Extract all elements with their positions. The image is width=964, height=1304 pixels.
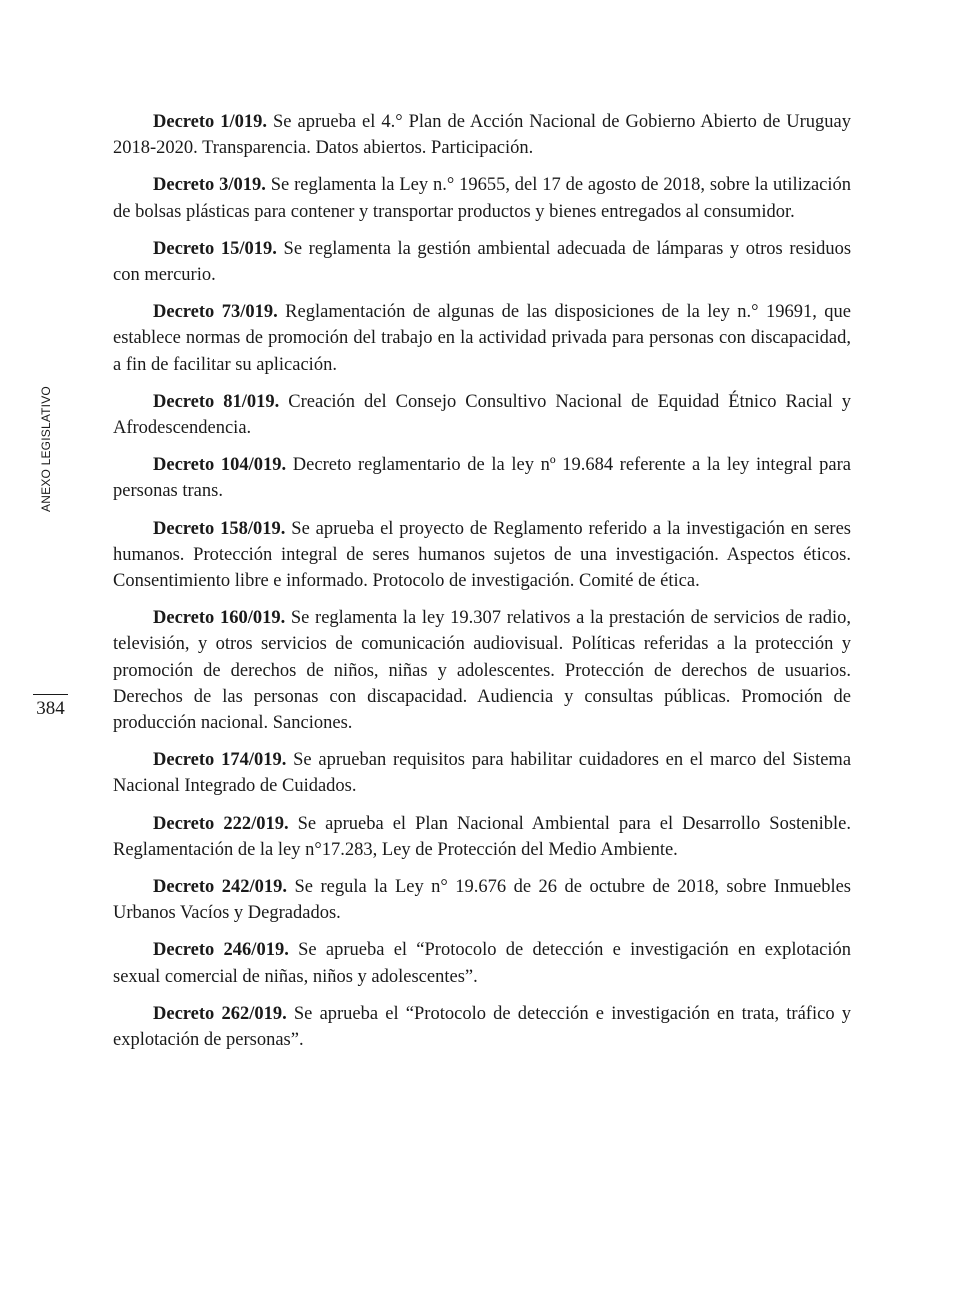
decree-entry <box>113 236 851 288</box>
decree-text: Se reglamenta la ley 19.307 relativos a la prestación de servicios de radio, televisión, y otros servicios de comunicación audiovisual. Políticas referidas a la protección y promoción de derechos de niños, niñas y adolescentes. Protección de derechos de usuarios. Derechos de las personas con discapacidad. Audiencia y consultas públicas. Promoción de producción nacional. Sanciones. <box>113 608 851 734</box>
decree-entry <box>113 172 851 224</box>
decree-text: Decreto reglamentario de la ley nº 19.684 referente a la ley integral para personas trans. <box>113 455 852 502</box>
decree-entry <box>113 299 851 378</box>
decree-text: Se reglamenta la Ley n.° 19655, del 17 de agosto de 2018, sobre la utilización de bolsas plásticas para contener y transportar productos y bienes entregados al consumidor. <box>113 175 852 222</box>
decree-entry <box>113 937 851 989</box>
decree-title: Decreto 160/019. <box>153 608 286 629</box>
decree-entry <box>113 389 851 441</box>
decree-text: Se aprueba el proyecto de Reglamento referido a la investigación en seres humanos. Protección integral de seres humanos sujetos de una investigación. Aspectos éticos. Consentimiento libre e informado. Protocolo de investigación. Comité de ética. <box>113 518 852 592</box>
decree-list <box>113 109 851 1064</box>
decree-entry <box>113 605 851 736</box>
decree-title: Decreto 81/019. <box>153 391 280 412</box>
decree-entry <box>113 109 851 161</box>
section-side-label: ANEXO LEGISLATIVO <box>39 386 53 512</box>
page-number: 384 <box>36 698 65 719</box>
decree-entry <box>113 516 851 595</box>
decree-text: Se aprueban requisitos para habilitar cuidadores en el marco del Sistema Nacional Integrado de Cuidados. <box>113 750 852 797</box>
decree-text: Se aprueba el 4.° Plan de Acción Nacional de Gobierno Abierto de Uruguay 2018-2020. Transparencia. Datos abiertos. Participación. <box>113 112 851 159</box>
decree-title: Decreto 73/019. <box>153 302 278 323</box>
decree-title: Decreto 15/019. <box>153 238 277 259</box>
decree-title: Decreto 246/019. <box>153 940 289 961</box>
decree-text: Se aprueba el “Protocolo de detección e investigación en trata, tráfico y explotación de personas”. <box>113 1003 851 1051</box>
decree-entry <box>113 874 851 926</box>
decree-title: Decreto 1/019. <box>153 112 268 132</box>
decree-title: Decreto 158/019. <box>153 518 286 539</box>
decree-title: Decreto 262/019. <box>153 1003 287 1024</box>
decree-entry <box>113 811 851 863</box>
decree-title: Decreto 104/019. <box>153 455 287 476</box>
decree-entry <box>113 452 851 504</box>
decree-text: Se aprueba el “Protocolo de detección e investigación en explotación sexual comercial de niñas, niños y adolescentes”. <box>113 940 852 987</box>
decree-text: Se reglamenta la gestión ambiental adecuada de lámparas y otros residuos con mercurio. <box>113 238 852 286</box>
decree-text: Reglamentación de algunas de las disposiciones de la ley n.° 19691, que establece normas de promoción del trabajo en la actividad privada para personas con discapacidad, a fin de facilitar su aplicación. <box>113 302 852 375</box>
decree-title: Decreto 222/019. <box>153 813 289 834</box>
decree-title: Decreto 242/019. <box>153 877 288 898</box>
decree-text: Se regula la Ley n° 19.676 de 26 de octubre de 2018, sobre Inmuebles Urbanos Vacíos y Degradados. <box>113 877 851 924</box>
page-number-rule <box>33 694 68 695</box>
decree-text: Se aprueba el Plan Nacional Ambiental para el Desarrollo Sostenible. Reglamentación de la ley n°17.283, Ley de Protección del Medio Ambiente. <box>113 813 851 860</box>
decree-title: Decreto 174/019. <box>153 750 287 771</box>
decree-title: Decreto 3/019. <box>153 175 266 196</box>
decree-entry <box>113 747 851 799</box>
decree-entry <box>113 1001 851 1053</box>
decree-text: Creación del Consejo Consultivo Nacional de Equidad Étnico Racial y Afrodescendencia. <box>113 391 852 439</box>
